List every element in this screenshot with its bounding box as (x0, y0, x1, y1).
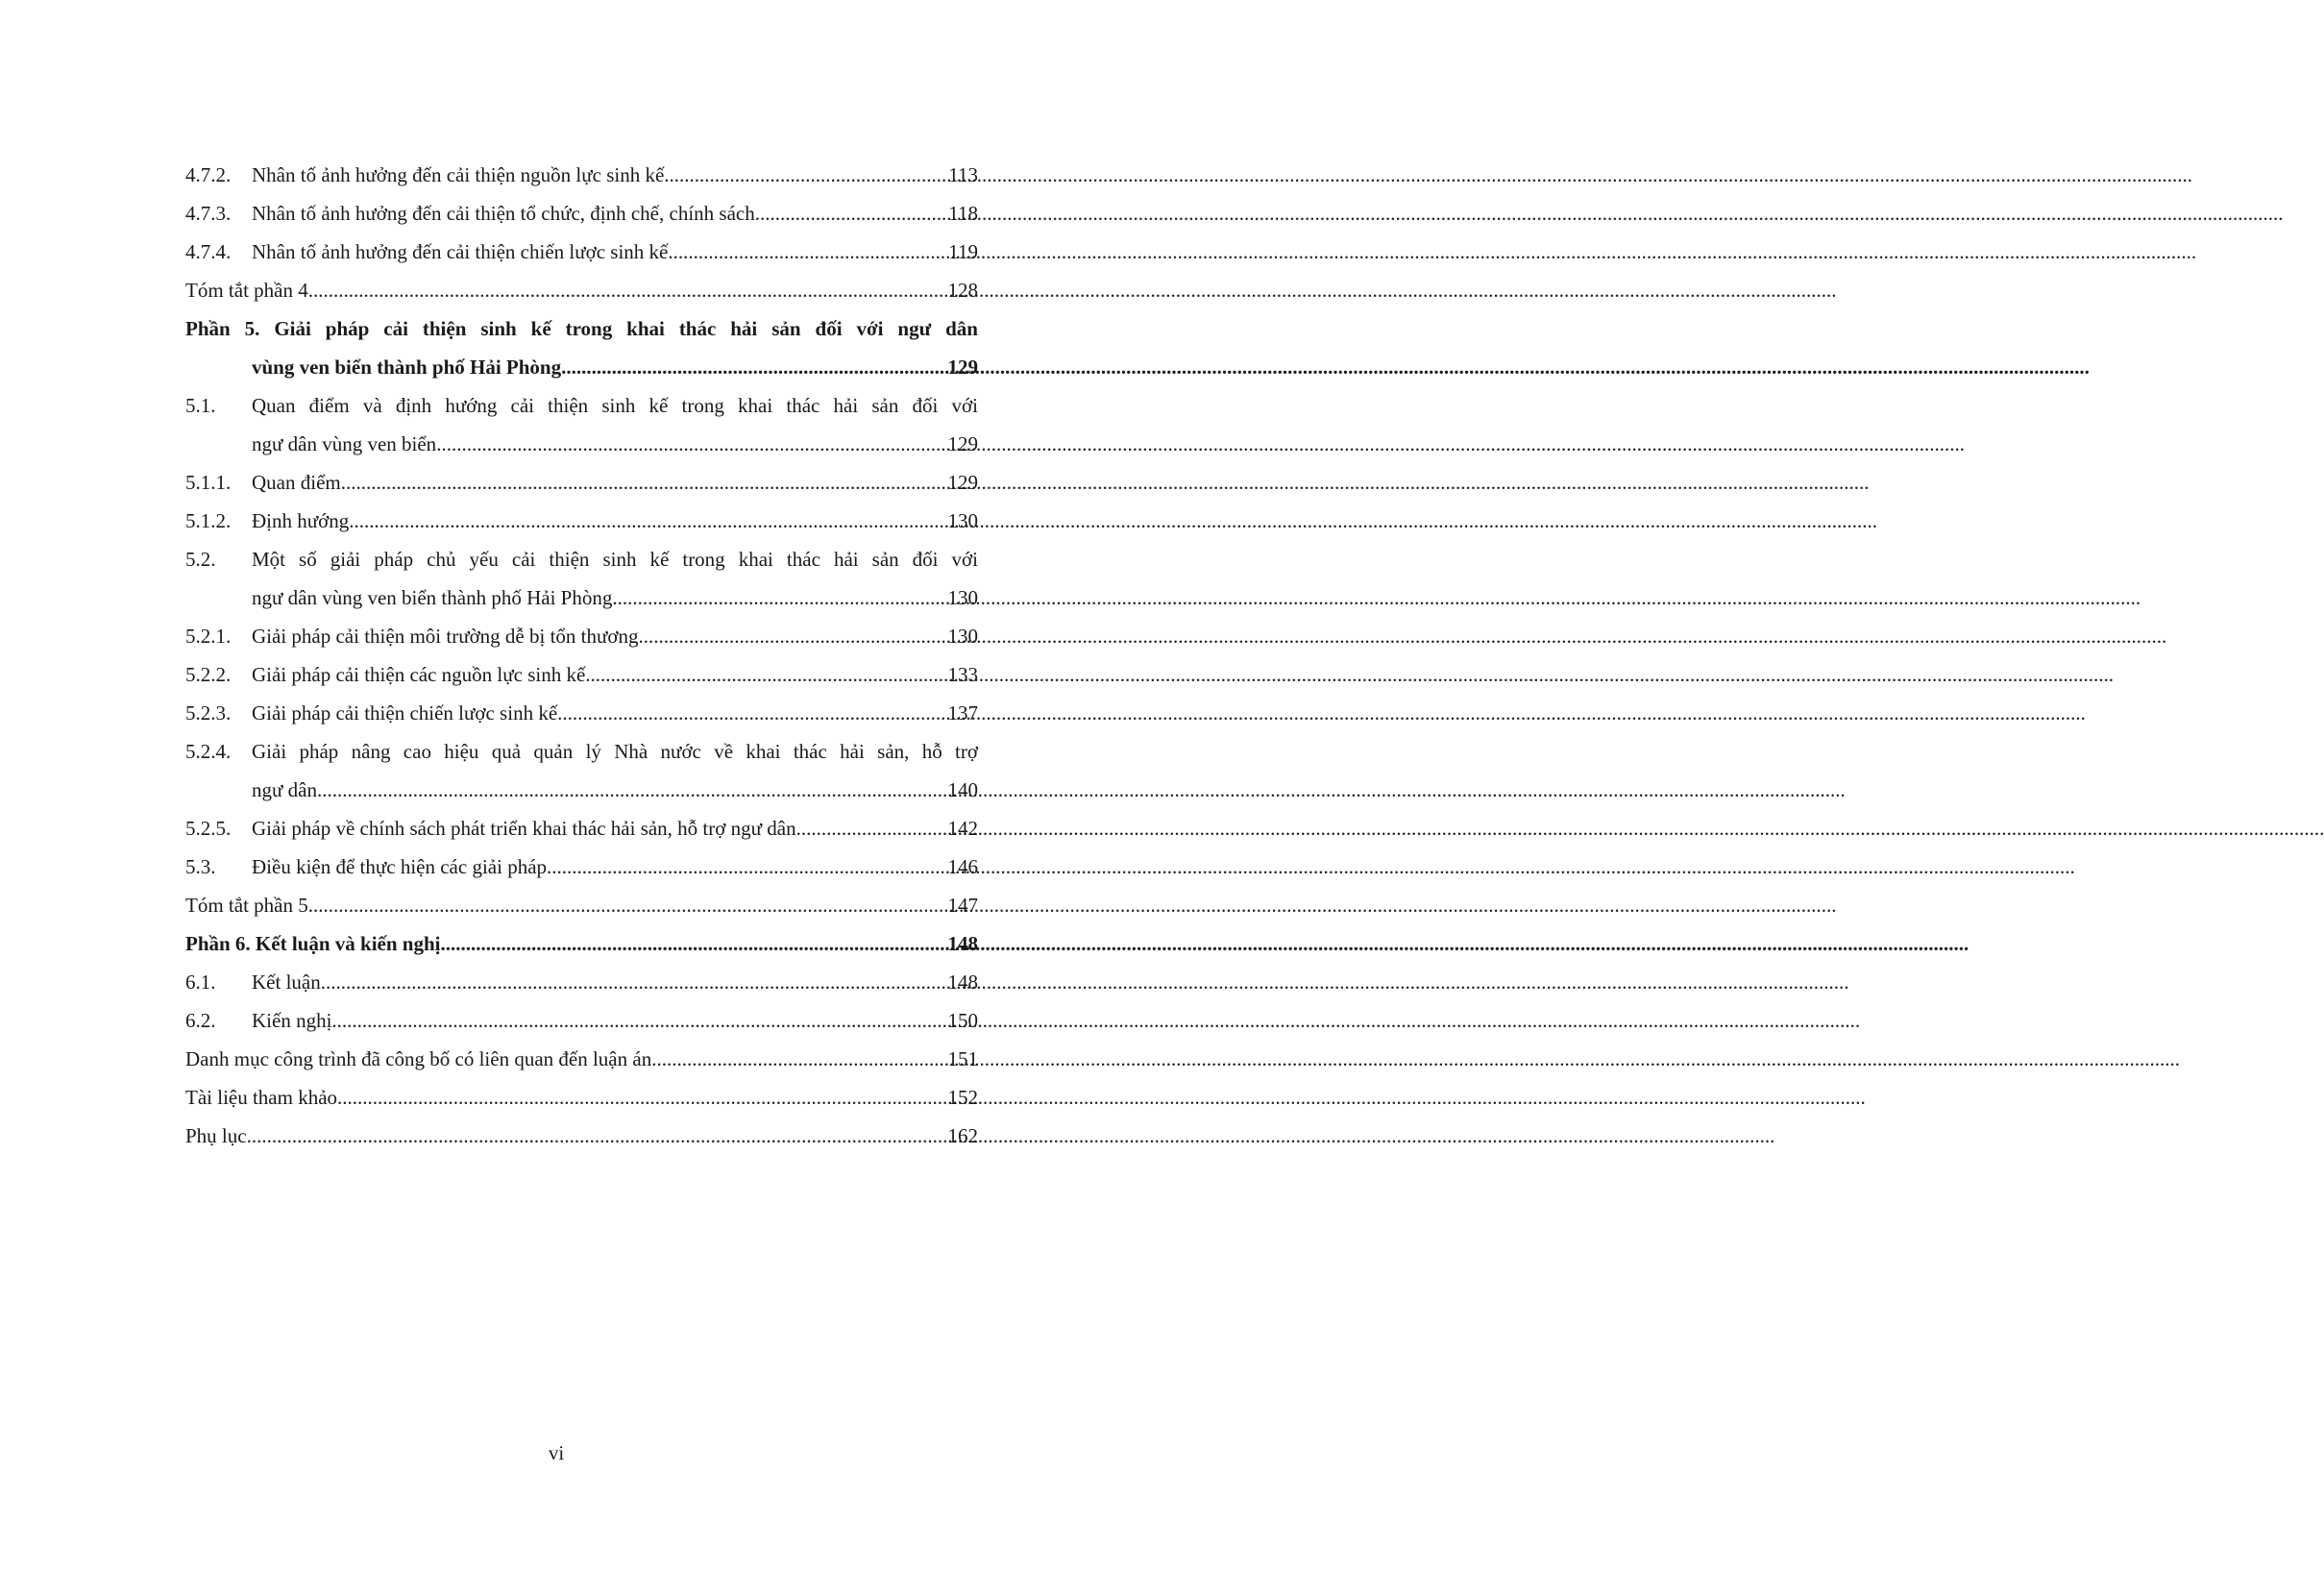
toc-title: Nhân tố ảnh hưởng đến cải thiện nguồn lực sinh kế (252, 163, 665, 186)
toc-page: 133 (947, 663, 978, 686)
toc-page: 148 (947, 932, 978, 955)
toc-title-line2: ngư dân vùng ven biển thành phố Hải Phòng (252, 586, 613, 609)
toc-title-line2: vùng ven biển thành phố Hải Phòng (252, 356, 562, 379)
dot-leader (337, 1078, 945, 1117)
toc-entry[interactable] (185, 271, 978, 309)
dot-leader (321, 963, 946, 1001)
dot-leader (308, 271, 946, 309)
toc-title: Nhân tố ảnh hưởng đến cải thiện chiến lược sinh kế (252, 240, 669, 263)
toc-title: Tài liệu tham khảo (185, 1086, 338, 1109)
toc-number: 5.2.3. (185, 701, 232, 725)
toc-entry[interactable] (185, 694, 978, 732)
toc-number: 5.2.4. (185, 740, 232, 763)
toc-entry[interactable] (185, 156, 978, 194)
dot-leader (436, 425, 945, 463)
toc-title-line1: Quan điểm và định hướng cải thiện sinh kế trong khai thác hải sản đối với (252, 394, 978, 417)
toc-title: Kết luận (252, 971, 321, 994)
table-of-contents (185, 156, 978, 1155)
toc-entry[interactable] (185, 233, 978, 271)
dot-leader (440, 924, 945, 963)
toc-title: Phần 6. Kết luận và kiến nghị (185, 932, 441, 955)
toc-title: Quan điểm (252, 471, 341, 494)
toc-page: 119 (948, 240, 978, 263)
toc-number: 4.7.3. (185, 202, 232, 225)
toc-page: 137 (947, 701, 978, 725)
toc-number: 6.1. (185, 971, 216, 994)
toc-chapter-heading-cont[interactable] (185, 348, 978, 386)
toc-title-line1: Giải pháp nâng cao hiệu quả quản lý Nhà nước về khai thác hải sản, hỗ trợ (252, 740, 978, 763)
toc-entry[interactable] (185, 1001, 978, 1040)
toc-page: 151 (947, 1047, 978, 1070)
dot-leader (247, 1117, 946, 1155)
toc-number: 6.2. (185, 1009, 216, 1032)
dot-leader (755, 194, 947, 233)
toc-number: 4.7.2. (185, 163, 232, 186)
toc-page: 128 (947, 279, 978, 302)
toc-entry[interactable] (185, 886, 978, 924)
toc-number: 4.7.4. (185, 240, 232, 263)
toc-title: Định hướng (252, 509, 350, 532)
dot-leader (557, 694, 945, 732)
toc-title: Điều kiện để thực hiện các giải pháp (252, 855, 548, 878)
toc-title: Danh mục công trình đã công bố có liên quan đến luận án (185, 1047, 652, 1070)
toc-page: 113 (948, 163, 978, 186)
toc-page: 147 (947, 894, 978, 917)
toc-page: 129 (947, 432, 978, 455)
toc-page: 129 (947, 356, 978, 379)
toc-entry[interactable] (185, 1040, 978, 1078)
toc-title-line1: Một số giải pháp chủ yếu cải thiện sinh kế trong khai thác hải sản đối với (252, 548, 978, 571)
toc-entry[interactable] (185, 540, 978, 578)
toc-title: Giải pháp về chính sách phát triển khai thác hải sản, hỗ trợ ngư dân (252, 817, 796, 840)
toc-page: 150 (947, 1009, 978, 1032)
toc-number: 5.1.1. (185, 471, 232, 494)
dot-leader (547, 848, 945, 886)
toc-title: Giải pháp cải thiện môi trường dễ bị tổn thương (252, 625, 639, 648)
toc-page: 118 (948, 202, 978, 225)
toc-number: 5.2. (185, 548, 216, 571)
toc-chapter-heading[interactable] (185, 924, 978, 963)
dot-leader (612, 578, 945, 617)
toc-page: 148 (947, 971, 978, 994)
toc-entry[interactable] (185, 502, 978, 540)
toc-entry[interactable] (185, 848, 978, 886)
toc-title: Phụ lục (185, 1124, 247, 1147)
toc-title: Tóm tắt phần 4 (185, 279, 308, 302)
toc-entry-cont[interactable] (185, 771, 978, 809)
toc-number: 5.3. (185, 855, 216, 878)
toc-page: 129 (947, 471, 978, 494)
toc-title: Giải pháp cải thiện các nguồn lực sinh kế (252, 663, 586, 686)
dot-leader (796, 809, 946, 848)
toc-chapter-heading[interactable] (185, 309, 978, 348)
dot-leader (561, 348, 945, 386)
dot-leader (308, 886, 946, 924)
toc-entry[interactable] (185, 463, 978, 502)
page-number-footer: vi (548, 1441, 565, 1464)
toc-entry[interactable] (185, 1078, 978, 1117)
toc-entry[interactable] (185, 963, 978, 1001)
toc-title-line2: ngư dân (252, 778, 317, 801)
dot-leader (668, 233, 946, 271)
toc-entry[interactable] (185, 1117, 978, 1155)
toc-page: 130 (947, 625, 978, 648)
toc-page: 146 (947, 855, 978, 878)
dot-leader (651, 1040, 945, 1078)
dot-leader (639, 617, 946, 655)
dot-leader (341, 463, 946, 502)
toc-number: 5.2.1. (185, 625, 232, 648)
toc-entry-cont[interactable] (185, 425, 978, 463)
toc-page: 162 (947, 1124, 978, 1147)
toc-page: 142 (947, 817, 978, 840)
toc-entry[interactable] (185, 732, 978, 771)
toc-title-line1: Phần 5. Giải pháp cải thiện sinh kế trong khai thác hải sản đối với ngư dân (185, 317, 978, 340)
dot-leader (349, 502, 945, 540)
toc-entry[interactable] (185, 617, 978, 655)
toc-page: 130 (947, 509, 978, 532)
toc-entry[interactable] (185, 386, 978, 425)
toc-number: 5.2.5. (185, 817, 232, 840)
dot-leader (664, 156, 946, 194)
toc-entry[interactable] (185, 194, 978, 233)
dot-leader (317, 771, 946, 809)
toc-title-line2: ngư dân vùng ven biển (252, 432, 437, 455)
toc-title: Giải pháp cải thiện chiến lược sinh kế (252, 701, 558, 725)
toc-number: 5.2.2. (185, 663, 232, 686)
toc-entry[interactable] (185, 655, 978, 694)
toc-page: 130 (947, 586, 978, 609)
toc-page: 140 (947, 778, 978, 801)
toc-entry[interactable] (185, 809, 978, 848)
dot-leader (585, 655, 945, 694)
toc-number: 5.1.2. (185, 509, 232, 532)
toc-page: 152 (947, 1086, 978, 1109)
toc-title: Tóm tắt phần 5 (185, 894, 308, 917)
dot-leader (331, 1001, 945, 1040)
toc-title: Kiến nghị (252, 1009, 332, 1032)
toc-number: 5.1. (185, 394, 216, 417)
toc-entry-cont[interactable] (185, 578, 978, 617)
toc-title: Nhân tố ảnh hưởng đến cải thiện tổ chức, định chế, chính sách (252, 202, 755, 225)
